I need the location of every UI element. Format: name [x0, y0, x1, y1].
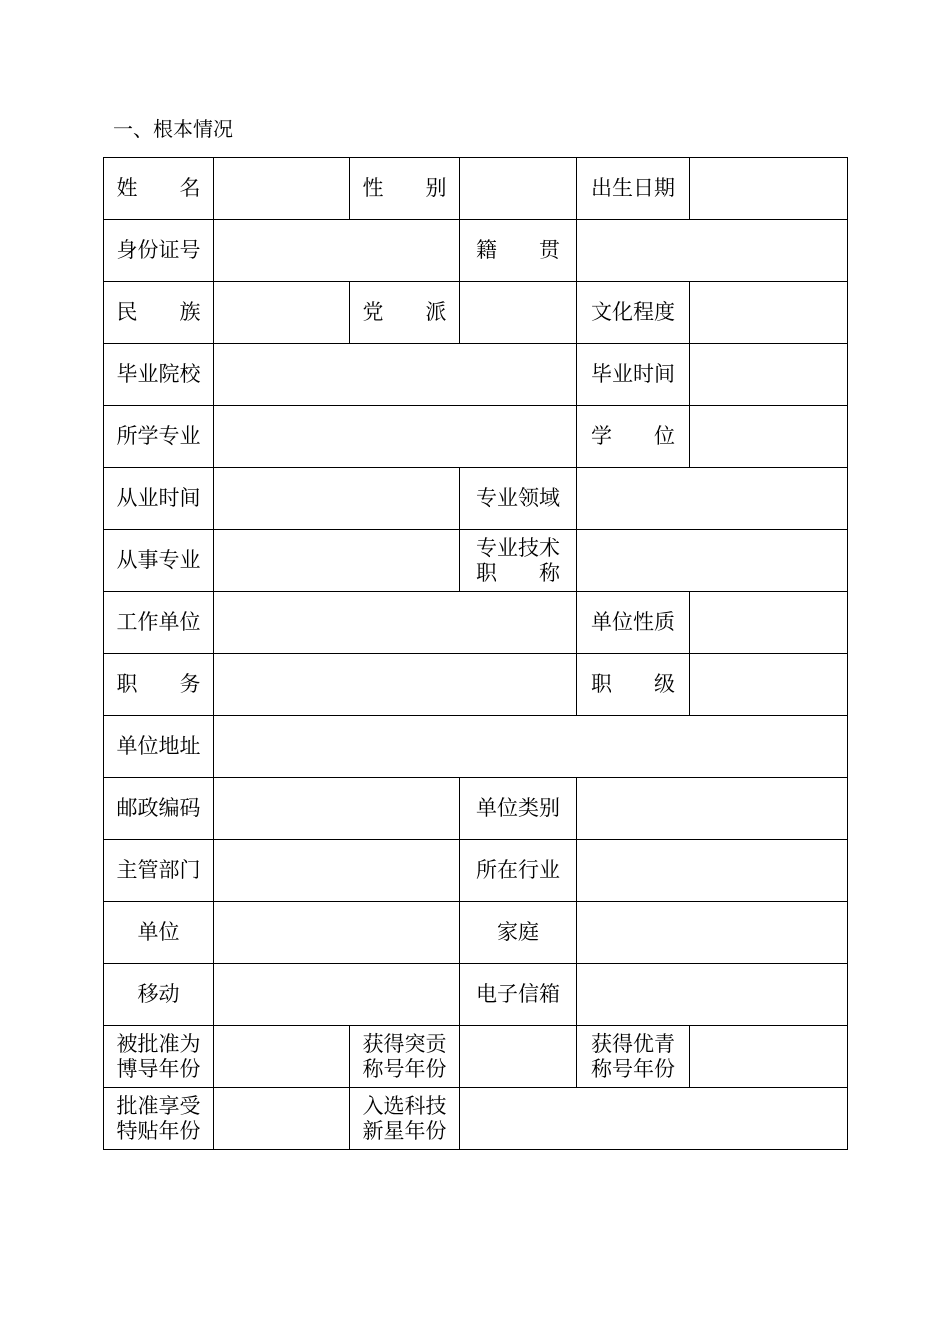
work-start-time-field[interactable] [214, 468, 460, 530]
postal-code-label: 邮政编码 [104, 778, 214, 840]
row-work-start [104, 468, 848, 530]
excellent-youth-field[interactable] [690, 1026, 848, 1088]
row-profession [104, 530, 848, 592]
sci-tech-star-line2: 新星年份 [362, 1118, 447, 1143]
major-studied-field[interactable] [214, 406, 577, 468]
party-field[interactable] [460, 282, 577, 344]
major-studied-label: 所学专业 [104, 406, 214, 468]
email-label: 电子信箱 [460, 964, 577, 1026]
work-unit-label: 工作单位 [104, 592, 214, 654]
professional-field-field[interactable] [577, 468, 848, 530]
education-level-field[interactable] [690, 282, 848, 344]
education-level-label: 文化程度 [577, 282, 690, 344]
unit-category-label: 单位类别 [460, 778, 577, 840]
row-honors-1 [104, 1026, 848, 1088]
birth-date-field[interactable] [690, 158, 848, 220]
row-work-unit [104, 592, 848, 654]
birth-date-label: 出生日期 [577, 158, 690, 220]
row-address [104, 716, 848, 778]
phone-unit-field[interactable] [214, 902, 460, 964]
outstanding-contrib-line1: 获得突贡 [362, 1031, 447, 1056]
current-profession-label: 从事专业 [104, 530, 214, 592]
row-mobile [104, 964, 848, 1026]
graduated-school-field[interactable] [214, 344, 577, 406]
industry-label: 所在行业 [460, 840, 577, 902]
postal-code-field[interactable] [214, 778, 460, 840]
row-position [104, 654, 848, 716]
degree-label: 学 位 [577, 406, 690, 468]
section-title: 一、根本情况 [113, 117, 233, 141]
doctoral-supervisor-line1: 被批准为 [116, 1031, 201, 1056]
unit-category-field[interactable] [577, 778, 848, 840]
unit-nature-label: 单位性质 [577, 592, 690, 654]
row-name [104, 158, 848, 220]
sci-tech-star-field[interactable] [460, 1088, 848, 1150]
name-label: 姓 名 [104, 158, 214, 220]
work-start-time-label: 从业时间 [104, 468, 214, 530]
row-school [104, 344, 848, 406]
unit-address-label: 单位地址 [104, 716, 214, 778]
rank-label: 职 级 [577, 654, 690, 716]
gender-field[interactable] [460, 158, 577, 220]
sci-tech-star-label [350, 1088, 460, 1150]
unit-address-field[interactable] [214, 716, 848, 778]
party-label: 党 派 [350, 282, 460, 344]
current-profession-field[interactable] [214, 530, 460, 592]
unit-nature-field[interactable] [690, 592, 848, 654]
outstanding-contrib-line2: 称号年份 [362, 1056, 447, 1081]
phone-unit-label: 单位 [104, 902, 214, 964]
row-id [104, 220, 848, 282]
ethnicity-field[interactable] [214, 282, 350, 344]
degree-field[interactable] [690, 406, 848, 468]
ethnicity-label: 民 族 [104, 282, 214, 344]
row-ethnicity [104, 282, 848, 344]
industry-field[interactable] [577, 840, 848, 902]
phone-home-field[interactable] [577, 902, 848, 964]
native-place-label: 籍 贯 [460, 220, 577, 282]
row-honors-2 [104, 1088, 848, 1150]
mobile-field[interactable] [214, 964, 460, 1026]
row-dept [104, 840, 848, 902]
tech-title-line1: 专业技术 [476, 535, 560, 560]
tech-title-field[interactable] [577, 530, 848, 592]
position-label: 职 务 [104, 654, 214, 716]
id-number-label: 身份证号 [104, 220, 214, 282]
doctoral-supervisor-line2: 博导年份 [116, 1056, 201, 1081]
excellent-youth-label [577, 1026, 690, 1088]
doctoral-supervisor-field[interactable] [214, 1026, 350, 1088]
supervising-dept-field[interactable] [214, 840, 460, 902]
basic-info-table [103, 157, 848, 1150]
gender-label: 性 别 [350, 158, 460, 220]
supervising-dept-label: 主管部门 [104, 840, 214, 902]
excellent-youth-line2: 称号年份 [591, 1056, 675, 1081]
rank-field[interactable] [690, 654, 848, 716]
excellent-youth-line1: 获得优青 [591, 1031, 675, 1056]
special-allowance-line1: 批准享受 [116, 1093, 201, 1118]
doctoral-supervisor-label [104, 1026, 214, 1088]
tech-title-line2: 职 称 [476, 560, 560, 585]
outstanding-contrib-label [350, 1026, 460, 1088]
row-major [104, 406, 848, 468]
special-allowance-field[interactable] [214, 1088, 350, 1150]
graduation-time-label: 毕业时间 [577, 344, 690, 406]
graduation-time-field[interactable] [690, 344, 848, 406]
special-allowance-label [104, 1088, 214, 1150]
tech-title-label [460, 530, 577, 592]
professional-field-label: 专业领域 [460, 468, 577, 530]
special-allowance-line2: 特贴年份 [116, 1118, 201, 1143]
row-phone [104, 902, 848, 964]
email-field[interactable] [577, 964, 848, 1026]
outstanding-contrib-field[interactable] [460, 1026, 577, 1088]
native-place-field[interactable] [577, 220, 848, 282]
graduated-school-label: 毕业院校 [104, 344, 214, 406]
phone-home-label: 家庭 [460, 902, 577, 964]
id-number-field[interactable] [214, 220, 460, 282]
sci-tech-star-line1: 入选科技 [362, 1093, 447, 1118]
mobile-label: 移动 [104, 964, 214, 1026]
position-field[interactable] [214, 654, 577, 716]
row-postal [104, 778, 848, 840]
name-field[interactable] [214, 158, 350, 220]
work-unit-field[interactable] [214, 592, 577, 654]
